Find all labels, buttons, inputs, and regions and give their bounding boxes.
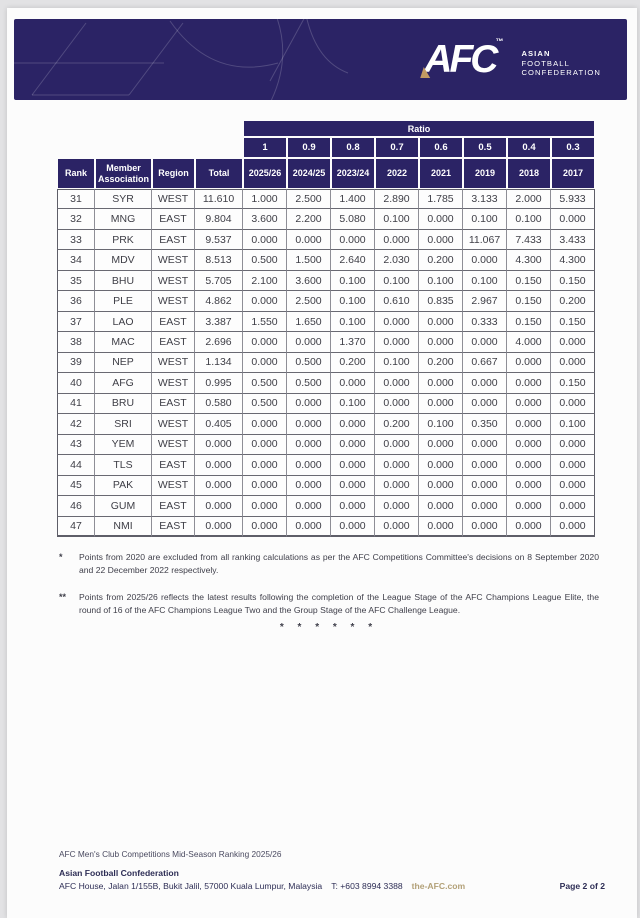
table-cell: 0.610 [375,291,419,311]
document-page [7,8,637,918]
table-cell: 0.000 [507,435,551,455]
table-cell: 0.667 [463,353,507,373]
table-cell: 36 [57,291,95,311]
table-cell: EAST [152,394,195,414]
table-cell: 0.405 [195,414,243,434]
table-cell: 0.000 [287,414,331,434]
column-header: 2025/26 [243,158,287,189]
table-cell: 4.300 [507,250,551,270]
table-cell: 0.150 [507,291,551,311]
trademark-symbol: ™ [495,37,504,46]
table-cell: 2.500 [287,291,331,311]
column-header: 2019 [463,158,507,189]
table-cell: 0.580 [195,394,243,414]
table-cell: EAST [152,332,195,352]
table-cell: 0.000 [243,291,287,311]
table-cell: 45 [57,476,95,496]
table-cell: EAST [152,496,195,516]
table-cell: 0.000 [419,455,463,475]
table-cell: 0.000 [287,332,331,352]
table-cell: 1.785 [419,189,463,209]
table-cell: 0.000 [463,435,507,455]
table-cell: 5.933 [551,189,595,209]
table-cell: WEST [152,250,195,270]
table-cell: 47 [57,517,95,537]
table-cell: WEST [152,291,195,311]
table-cell: 0.000 [463,332,507,352]
table-cell: 0.200 [419,353,463,373]
table-cell: 0.000 [551,332,595,352]
table-cell: 0.100 [331,394,375,414]
table-cell: 0.000 [551,517,595,537]
table-cell: 0.000 [419,230,463,250]
table-cell: 0.000 [419,312,463,332]
table-cell: 2.030 [375,250,419,270]
ratio-value-header: 0.9 [287,137,331,158]
table-cell: SYR [95,189,152,209]
table-cell: 44 [57,455,95,475]
column-header: Total [195,158,243,189]
table-cell: WEST [152,373,195,393]
table-cell: 0.500 [287,373,331,393]
table-cell: 11.067 [463,230,507,250]
table-cell: 0.100 [463,271,507,291]
table-cell: 0.000 [195,517,243,537]
column-header: Member Association [95,158,152,189]
table-cell: 0.000 [375,230,419,250]
table-cell: 35 [57,271,95,291]
table-cell: 0.100 [375,209,419,229]
table-cell: 0.000 [419,209,463,229]
table-cell: 4.862 [195,291,243,311]
table-cell: WEST [152,189,195,209]
table-cell: 0.000 [551,476,595,496]
table-cell: 0.000 [243,476,287,496]
table-cell: 0.000 [375,435,419,455]
column-header: 2021 [419,158,463,189]
table-cell: 31 [57,189,95,209]
table-cell: 0.100 [507,209,551,229]
table-cell: 11.610 [195,189,243,209]
table-cell: 0.500 [287,353,331,373]
table-cell: 0.995 [195,373,243,393]
table-cell: 0.350 [463,414,507,434]
table-cell: PAK [95,476,152,496]
table-cell: 0.500 [243,250,287,270]
footnote-text: Points from 2020 are excluded from all ranking calculations as per the AFC Competitions Committee's decisions on 8 September 2020 and 22 December 2022 respectively. [79,552,599,576]
footnote-2 [59,591,599,618]
table-cell: 0.000 [195,455,243,475]
table-cell: EAST [152,312,195,332]
table-cell: 0.000 [463,455,507,475]
table-cell: EAST [152,209,195,229]
table-cell: 33 [57,230,95,250]
ratio-value-header: 0.3 [551,137,595,158]
table-cell: WEST [152,353,195,373]
table-cell: 0.000 [551,394,595,414]
table-cell: WEST [152,271,195,291]
table-cell: 0.000 [507,373,551,393]
table-cell: 0.333 [463,312,507,332]
table-cell: 2.640 [331,250,375,270]
table-cell: 0.000 [331,455,375,475]
table-cell: 3.600 [243,209,287,229]
wordmark-line: FOOTBALL [521,58,570,68]
table-cell: 0.100 [463,209,507,229]
table-cell: 2.000 [507,189,551,209]
table-cell: 0.000 [507,476,551,496]
table-cell: 0.000 [419,496,463,516]
table-cell: 0.100 [375,271,419,291]
table-cell: 0.000 [243,332,287,352]
afc-logo [422,19,601,100]
table-cell: 0.000 [507,353,551,373]
table-cell: 0.100 [419,414,463,434]
table-cell: 0.000 [287,476,331,496]
table-cell: YEM [95,435,152,455]
table-cell: EAST [152,455,195,475]
table-cell: PRK [95,230,152,250]
column-header: Region [152,158,195,189]
table-cell: 0.000 [463,394,507,414]
table-cell: 0.000 [243,230,287,250]
table-cell: 0.000 [331,517,375,537]
table-cell: PLE [95,291,152,311]
table-cell: 0.000 [331,476,375,496]
table-cell: 0.000 [243,517,287,537]
table-cell: 0.000 [243,455,287,475]
table-cell: 0.000 [287,455,331,475]
table-cell: 3.433 [551,230,595,250]
table-cell: 0.000 [551,496,595,516]
footnote-1 [59,551,599,578]
table-cell: 0.000 [507,517,551,537]
table-cell: 0.000 [375,373,419,393]
table-cell: MNG [95,209,152,229]
table-cell: 32 [57,209,95,229]
footnotes [59,551,599,630]
table-cell: BHU [95,271,152,291]
footer-address-line [59,881,605,891]
table-cell: 5.705 [195,271,243,291]
column-header: 2018 [507,158,551,189]
header-spacer [57,137,243,158]
table-cell: 0.000 [419,435,463,455]
table-cell: NEP [95,353,152,373]
table-cell: 0.000 [287,517,331,537]
page-number: Page 2 of 2 [559,880,605,891]
table-cell: 0.100 [375,353,419,373]
table-cell: 0.000 [287,394,331,414]
table-cell: 0.000 [507,496,551,516]
footnote-marker: ** [59,591,67,602]
table-cell: 3.600 [287,271,331,291]
address: AFC House, Jalan 1/155B, Bukit Jalil, 57000 Kuala Lumpur, Malaysia [59,880,323,891]
phone-number: T: +603 8994 3388 [331,880,403,891]
table-cell: 1.500 [287,250,331,270]
table-cell: WEST [152,476,195,496]
table-cell: 0.000 [243,496,287,516]
table-cell: 2.200 [287,209,331,229]
table-cell: 7.433 [507,230,551,250]
ratio-value-header: 0.5 [463,137,507,158]
table-cell: WEST [152,435,195,455]
table-cell: 2.890 [375,189,419,209]
table-cell: 38 [57,332,95,352]
table-cell: 0.000 [375,332,419,352]
ratio-value-header: 0.7 [375,137,419,158]
table-cell: 0.200 [331,353,375,373]
table-cell: TLS [95,455,152,475]
table-cell: 0.000 [463,517,507,537]
table-cell: 0.000 [419,394,463,414]
table-cell: 41 [57,394,95,414]
table-cell: 0.000 [507,414,551,434]
table-cell: 1.650 [287,312,331,332]
table-cell: LAO [95,312,152,332]
table-cell: 0.000 [195,435,243,455]
table-cell: 9.537 [195,230,243,250]
column-header: 2023/24 [331,158,375,189]
table-cell: 5.080 [331,209,375,229]
table-cell: 0.000 [463,373,507,393]
afc-wordmark [521,41,601,79]
column-header: Rank [57,158,95,189]
ratio-value-header: 0.4 [507,137,551,158]
table-cell: 0.100 [331,312,375,332]
table-cell: 0.000 [375,394,419,414]
table-cell: 0.000 [551,209,595,229]
table-cell: 1.370 [331,332,375,352]
table-cell: 0.000 [375,455,419,475]
ratio-value-header: 0.6 [419,137,463,158]
table-cell: 0.000 [243,414,287,434]
organization-name: Asian Football Confederation [59,868,179,878]
table-cell: BRU [95,394,152,414]
table-cell: 0.000 [507,455,551,475]
table-cell: 0.000 [375,496,419,516]
table-cell: 0.000 [463,496,507,516]
table-cell: 0.000 [507,394,551,414]
website-link[interactable]: the-AFC.com [411,880,466,891]
column-header: 2022 [375,158,419,189]
table-cell: 0.000 [375,476,419,496]
table-cell: 3.387 [195,312,243,332]
table-cell: GUM [95,496,152,516]
table-cell: 0.000 [243,435,287,455]
table-cell: 8.513 [195,250,243,270]
wordmark-line: ASIAN [521,48,551,58]
table-cell: 0.200 [551,291,595,311]
table-cell: 0.150 [551,373,595,393]
table-cell: EAST [152,230,195,250]
table-cell: 2.500 [287,189,331,209]
table-cell: 0.000 [331,373,375,393]
table-cell: 0.000 [287,435,331,455]
table-cell: 2.967 [463,291,507,311]
table-cell: 0.000 [551,435,595,455]
table-cell: 0.150 [551,312,595,332]
table-cell: 0.150 [507,271,551,291]
afc-logotype [422,37,508,81]
column-header: 2024/25 [287,158,331,189]
table-cell: 0.200 [375,414,419,434]
table-cell: 0.000 [419,476,463,496]
table-cell: 1.000 [243,189,287,209]
table-cell: 0.500 [243,394,287,414]
table-cell: 1.134 [195,353,243,373]
table-cell: 0.000 [419,517,463,537]
table-cell: 0.835 [419,291,463,311]
table-cell: 42 [57,414,95,434]
table-cell: 0.100 [419,271,463,291]
table-cell: 9.804 [195,209,243,229]
ratio-value-header: 1 [243,137,287,158]
table-cell: AFG [95,373,152,393]
separator-asterisks: * * * * * * [279,622,373,633]
wordmark-line: CONFEDERATION [521,68,601,78]
table-cell: WEST [152,414,195,434]
table-cell: 0.000 [375,312,419,332]
table-cell: 0.000 [375,517,419,537]
table-cell: 0.150 [551,271,595,291]
table-cell: 0.000 [195,496,243,516]
table-cell: 1.400 [331,189,375,209]
table-cell: 0.000 [551,353,595,373]
table-cell: EAST [152,517,195,537]
table-cell: 0.150 [507,312,551,332]
table-cell: 0.000 [331,435,375,455]
table-cell: 0.000 [331,230,375,250]
table-cell: SRI [95,414,152,434]
table-cell: 39 [57,353,95,373]
table-cell: 0.000 [419,373,463,393]
table-cell: 3.133 [463,189,507,209]
table-cell: 4.300 [551,250,595,270]
footnote-marker: * [59,552,63,562]
table-cell: 0.200 [419,250,463,270]
footer [59,868,605,891]
table-cell: 0.500 [243,373,287,393]
header-spacer [57,120,243,137]
footnote-text: Points from 2025/26 reflects the latest results following the completion of the League Stage of the AFC Champions League Elite, the round of 16 of the AFC Champions League Two and the Group Stage of the AFC Challenge League. [79,591,599,615]
table-cell: 0.000 [287,496,331,516]
table-cell: 1.550 [243,312,287,332]
table-cell: 40 [57,373,95,393]
table-cell: 0.000 [463,250,507,270]
table-cell: NMI [95,517,152,537]
table-cell: 2.100 [243,271,287,291]
header-band [14,19,627,100]
ratio-header: Ratio [243,120,595,137]
table-cell: 37 [57,312,95,332]
table-cell: 0.000 [463,476,507,496]
table-cell: 46 [57,496,95,516]
column-header: 2017 [551,158,595,189]
table-cell: 0.000 [419,332,463,352]
table-cell: 34 [57,250,95,270]
ranking-table [57,120,595,537]
ratio-value-header: 0.8 [331,137,375,158]
table-cell: 0.000 [287,230,331,250]
table-cell: MAC [95,332,152,352]
table-cell: 0.000 [551,455,595,475]
table-cell: 0.000 [331,414,375,434]
table-cell: 0.000 [243,353,287,373]
table-cell: 0.100 [331,271,375,291]
table-cell: 2.696 [195,332,243,352]
table-cell: 0.000 [331,496,375,516]
table-cell: MDV [95,250,152,270]
table-cell: 0.100 [331,291,375,311]
table-cell: 0.100 [551,414,595,434]
table-cell: 43 [57,435,95,455]
table-cell: 4.000 [507,332,551,352]
document-title: AFC Men's Club Competitions Mid-Season Ranking 2025/26 [59,849,282,859]
afc-logo-text: AFC [424,38,496,81]
table-cell: 0.000 [195,476,243,496]
